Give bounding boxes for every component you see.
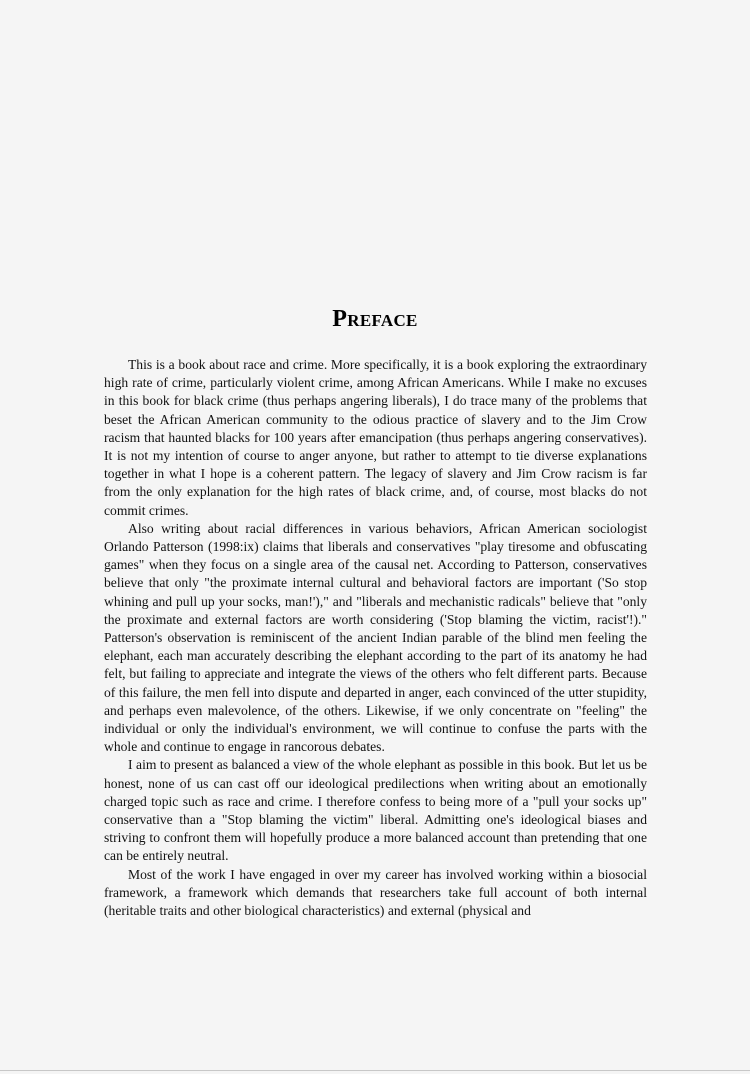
page-title: Preface [332, 306, 418, 333]
paragraph-1: This is a book about race and crime. More specifically, it is a book exploring the extraordinary high rate of crime, particularly violent crime, among African Americans. While I make no excuses in this book for black crime (thus perhaps angering liberals), I do trace many of the problems that beset the African American community to the odious practice of slavery and to the Jim Crow racism that haunted blacks for 100 years after emancipation (thus perhaps angering conservatives). It is not my intention of course to anger anyone, but rather to attempt to tie diverse explanations together in what I hope is a coherent pattern. The legacy of slavery and Jim Crow racism is far from the only explanation for the high rates of black crime, and, of course, most blacks do not commit crimes. [104, 357, 647, 518]
body-text [104, 356, 647, 920]
page-divider [0, 1070, 750, 1071]
paragraph-3: I aim to present as balanced a view of the whole elephant as possible in this book. But let us be honest, none of us can cast off our ideological predilections when writing about an emotionally charged topic such as race and crime. I therefore confess to being more of a "pull your socks up" conservative than a "Stop blaming the victim" liberal. Admitting one's ideological biases and striving to confront them will hopefully produce a more balanced account than pretending that one can be entirely neutral. [104, 757, 647, 864]
paragraph-2: Also writing about racial differences in various behaviors, African American sociologist Orlando Patterson (1998:ix) claims that liberals and conservatives "play tiresome and obfuscating games" when they focus on a single area of the causal net. According to Patterson, conservatives believe that only "the proximate internal cultural and behavioral factors are important ('So stop whining and pull up your socks, man!')," and "liberals and mechanistic radicals" believe that "only the proximate and external factors are worth considering ('Stop blaming the victim, racist'!)." Patterson's observation is reminiscent of the ancient Indian parable of the blind men feeling the elephant, each man accurately describing the elephant according to the part of its anatomy he had felt, but failing to appreciate and integrate the views of the others who felt different parts. Because of this failure, the men fell into dispute and departed in anger, each convinced of the utter stupidity, and perhaps even malevolence, of the others. Likewise, if we only concentrate on "feeling" the individual or only the individual's environment, we will continue to confuse the parts with the whole and continue to engage in rancorous debates. [104, 520, 647, 755]
paragraph-4: Most of the work I have engaged in over my career has involved working within a biosocial framework, a framework which demands that researchers take full account of both internal (heritable traits and other biological characteristics) and external (physical and [104, 866, 647, 919]
